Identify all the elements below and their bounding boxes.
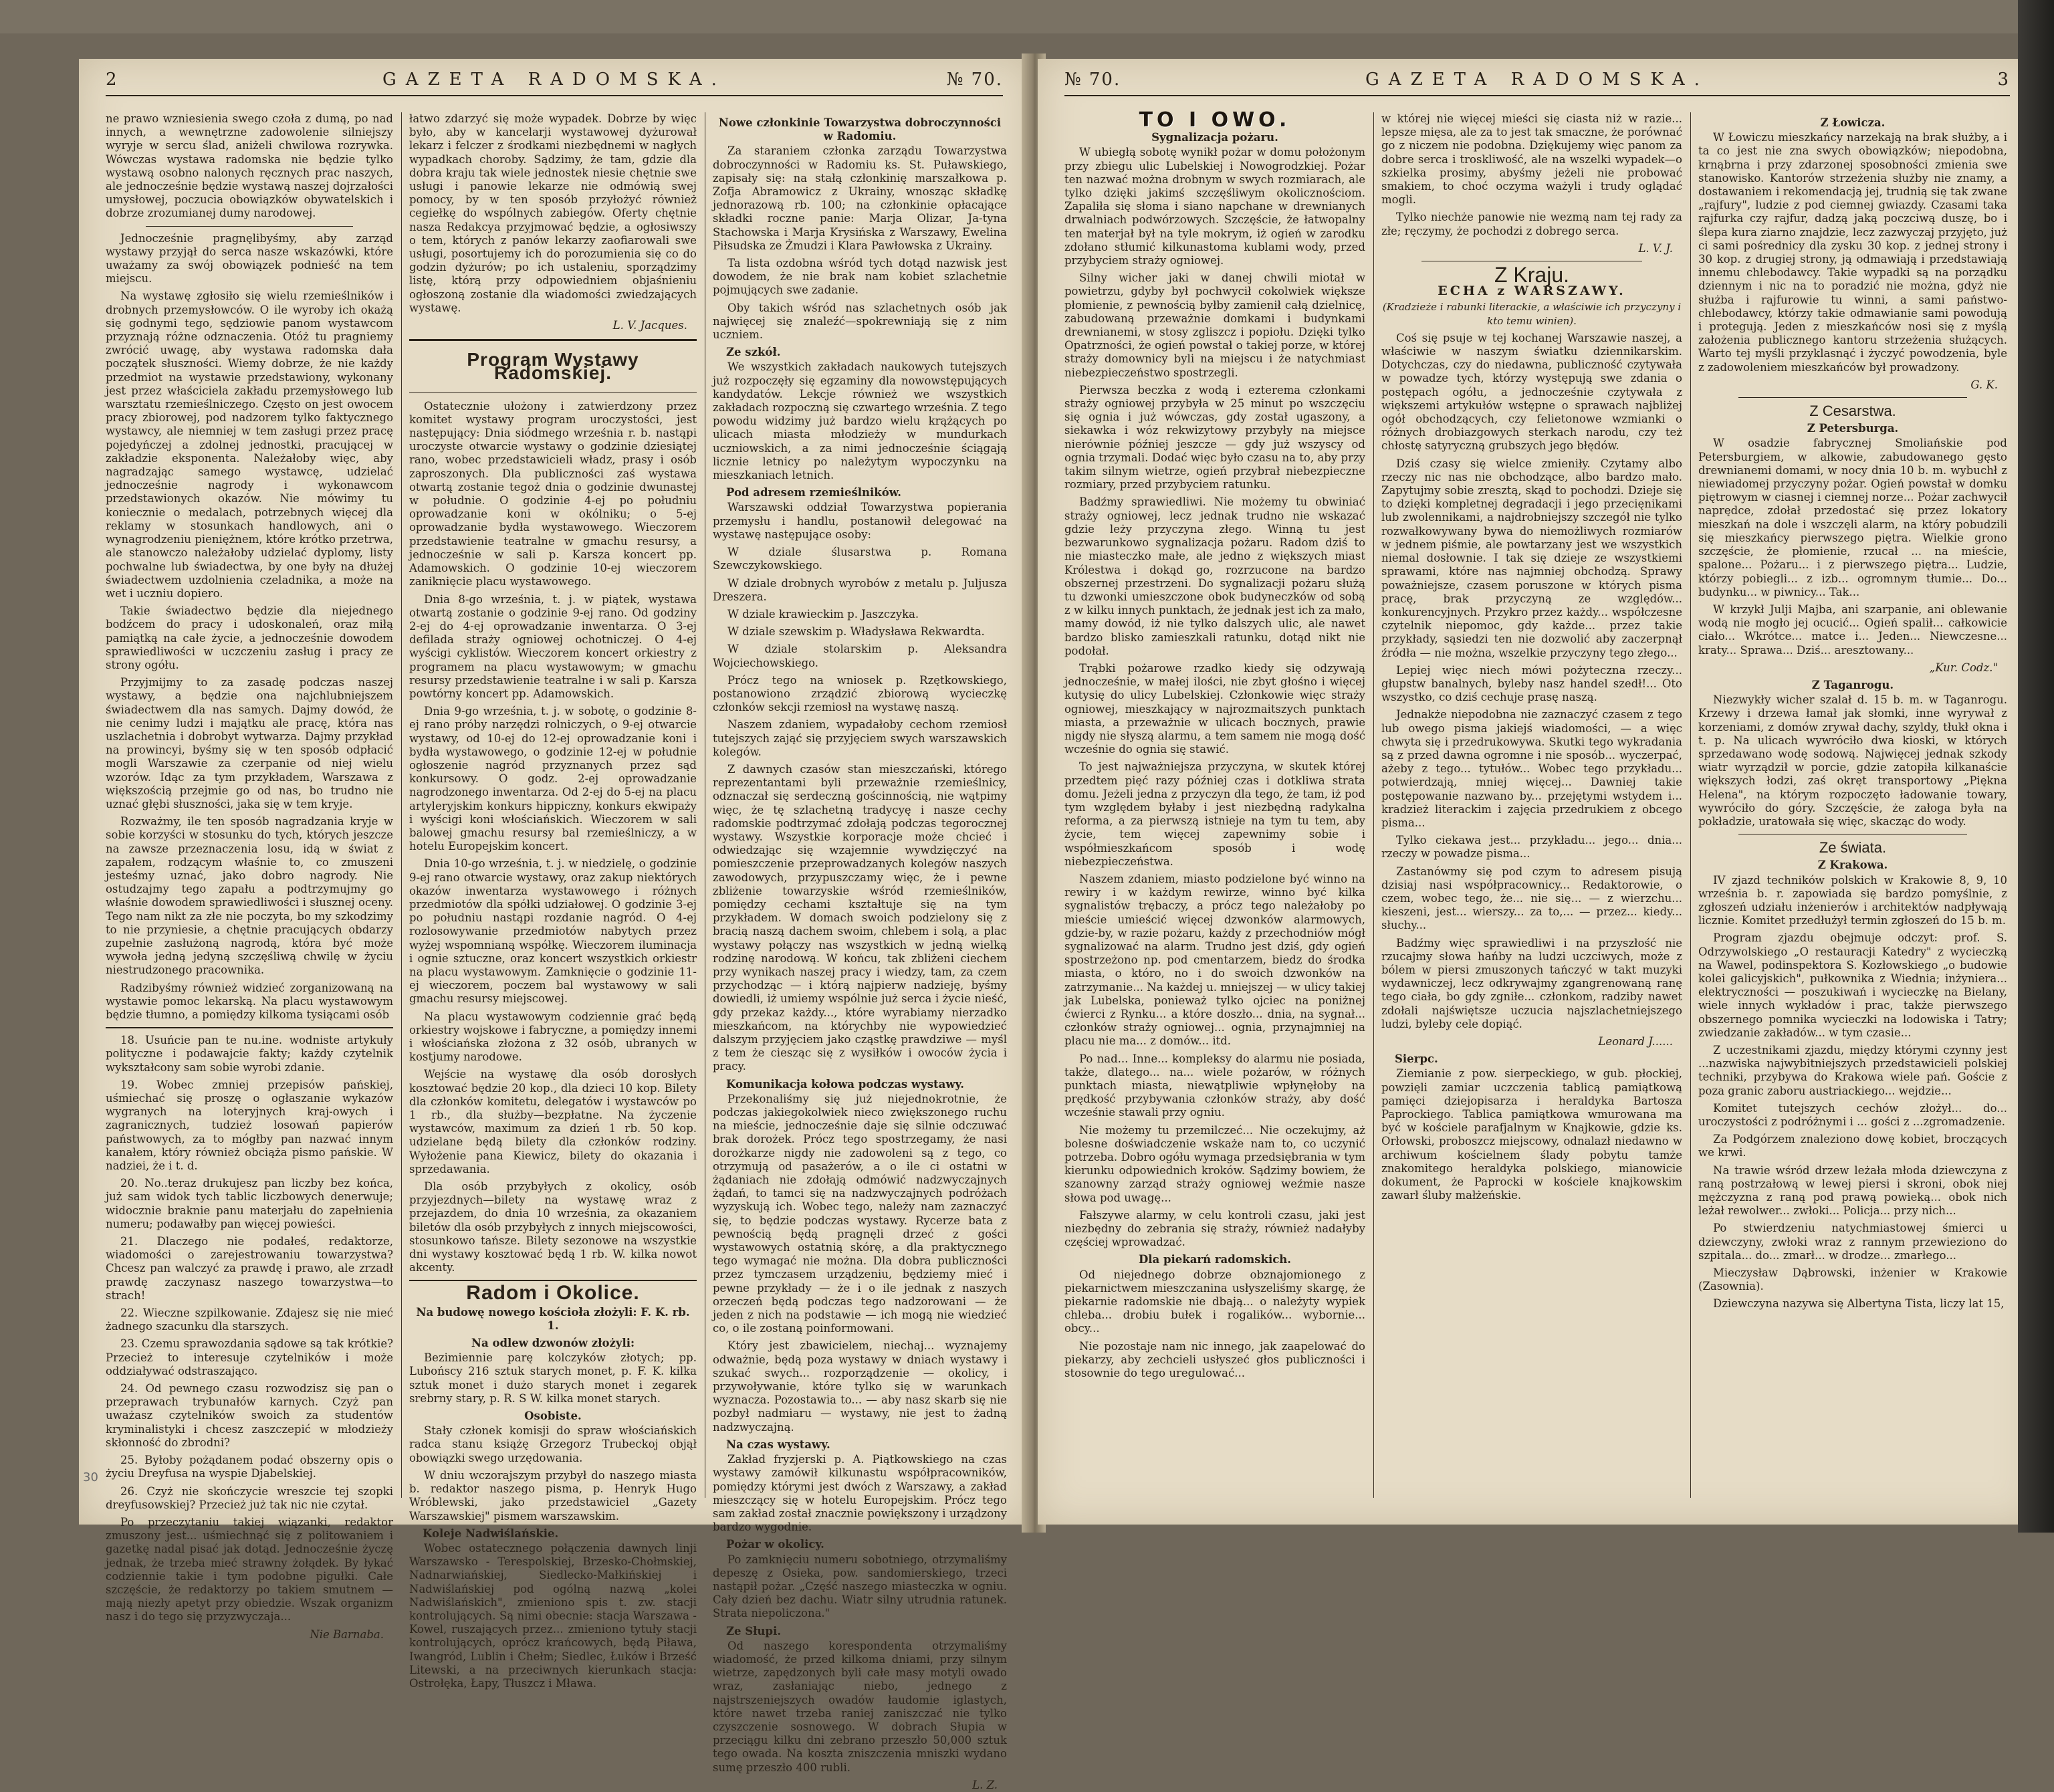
paragraph: Silny wicher jaki w danej chwili miotał w powietrzu, gdyby był pochwycił cokolwiek większe płomienie, z pewnością byłby zamienił całą dzielnicę, zabudowaną przeważnie domkami i budynkami drewnianemi, w stosy zgliszcz i popiołu. Dzięki tylko Opatrzności, że ogień powstał o takiej porze, w której straży domownicy byli na miejscu i że natychmiast niebezpieczeństwo spostrzegli.: [1064, 271, 1365, 379]
left-column-2: [409, 112, 697, 1690]
signature: L. V. Jacques.: [612, 319, 687, 332]
left-page: [79, 59, 1030, 1791]
paragraph: Od niejednego dobrze obznajomionego z piekarnictwem mieszczanina usłyszeliśmy skargę, że piekarnie radomskie nie dbają... o należyty wypiek chleba... drobiu bułek i rogalików... wybornie... obcy...: [1064, 1268, 1365, 1335]
top-border: [0, 0, 2054, 33]
paragraph: 26. Czyż nie skończycie wreszcie tej szopki dreyfusowskiej? Przecież już tak nic nie czytał.: [106, 1484, 393, 1511]
paragraph: Przyjmijmy to za zasadę podczas naszej wystawy, a będzie ona najchlubniejszem świadectwem dla nas samych. Dajmy dowód, że nie cenimy ludzi i majątku ale pracę, która nas uszlachetnia i dobrobyt wytwarza. Dajmy przykład na prowincyi, byśmy się w ten sposób odpłacić mogli Warszawie za czerpanie od niej wielu wzorów. Idąc za tym przykładem, Warszawa z większością przejmie go od nas, bo trudno nie uznać głębi słuszności, jaka się w tem kryje.: [106, 676, 393, 810]
echa-subtitle: (Kradzieże i rabunki literackie, a właściwie ich przyczyny i kto temu winien).: [1382, 301, 1682, 327]
subheading: Komunikacja kołowa podczas wystawy.: [726, 1077, 964, 1091]
subheading: Z Łowicza.: [1820, 116, 1886, 129]
paragraph: Dziś czasy się wielce zmieniły. Czytamy albo rzeczy nic nas nie obchodzące, albo bardzo mało. Zapytujmy sobie zresztą, skąd to pochodzi. Dzieje się to dzięki kompletnej degradacji i jego przecięnikami lub zwolennikami, a najdrobniejszy szczegół nie tylko rozwałkowywany bywa do niemożliwych rozmiarów w jednem piśmie, ale powtarzany jest we wszystkich niemal dosłownie. I tak się dzieje ze wszystkiemi sprawami, które nas najmniej obchodzą. Sprawy poważniejsze, czasem poruszone w których pisma pracę, brak przyczyną ze względów... konkurencyjnych. Przykro przez każdy... współczesne czytelnik niepomoc, gdy każde... przez takie przykłady, sąsiedzi ten nie dozwolić aby zaczerpnął źródła — nie można, wszelkie przyczyny tego złego...: [1381, 457, 1682, 659]
paragraph: W ubiegłą sobotę wynikł pożar w domu położonym przy zbiegu ulic Lubelskiej i Nowogrodzkiej. Pożar ten nazwać można drobnym w swych rozmiarach, ale tylko dzięki jakimś szczęśliwym okolicznościom. Zapaliła się słoma i siano napchane w drewnianych drwalniach podwórzowych. Szczęście, że łatwopalny ten materjał był na tyle mokrym, iż ogień w zarodku zdołano stłumić kilkunastoma kublami wody, przed przybyciem straży ogniowej.: [1064, 146, 1365, 267]
column-rule: [1690, 112, 1691, 1498]
paragraph: Dla osób przybyłych z okolicy, osób przyjezdnych—bilety na wystawę wraz z przejazdem, do dnia 10 września, za okazaniem biletów dla osób przybyłych z innych miejscowości, stosunkowo tańsze. Bilety sezonowe na wszystkie dni wystawy kosztować będą 1 rb. W. kilka nowot akcenty.: [409, 1180, 697, 1274]
paragraph: Po stwierdzeniu natychmiastowej śmierci u dziewczyny, zwłoki wraz z rannym przewieziono do szpitala... do... zmarł... w drodze... zmarłego...: [1698, 1222, 2007, 1262]
masthead-title: GAZETA RADOMSKA.: [382, 70, 726, 90]
subheading: Na budowę nowego kościoła złożyli: F. K. rb. 1.: [416, 1305, 690, 1332]
paragraph: W osadzie fabrycznej Smoliańskie pod Petersburgiem, w alkowie, zabudowanego gęsto drewnianemi domami, w nocy dnia 10 b. m. wybuchł z niewiadomej przyczyny pożar. Ogień powstał w domku piętrowym w ciasnej i ciemnej norze... Pożar zachwycił naprędce, zdołał przedostać się przez lokatory mieszkań na dole i wszczęli alarm, na który pobudzili się mieszkańcy pierwszego piętra. Wielkie grono szczęście, że płomienie, rzucał ... na mieście, spalone... Pożaru... i z pierwszego piętra... Ludzie, którzy pobiegli... z izb... ogromnym tłumie... Do... budynku... w piwnicy... Tak...: [1698, 437, 2007, 598]
left-column-1: [106, 112, 393, 1641]
subheading: Ze Słupi.: [726, 1624, 782, 1638]
section-title-z-kraju: Z Kraju.: [1494, 263, 1570, 288]
paragraph: Naszem zdaniem, wypadałoby cechom rzemiosł tutejszych zająć się przyjęciem swych warszawskich kolegów.: [713, 718, 1007, 758]
paragraph: Wobec ostatecznego połączenia dawnych linji Warszawsko - Terespolskiej, Brzesko-Chołmskiej, Nadnarwiańskiej, Siedlecko-Małkińskiej i Nadwiślańskiej pod ogólną nazwą „kolei Nadwiślańskich", zmieniono spis t. zw. stacji kontrolujących. Są nimi obecnie: stacja Warszawa - Kowel, ruszających przez... zmieniono tytuły stacji kontrolujących, oprócz krańcowych, będą Piława, Iwangród, Lublin i Chełm; Siedlec, Łuków i Brześć Litewski, a na przeciwnych kierunkach stacja: Ostrołęka, Łapy, Tłuszcz i Mława.: [409, 1541, 697, 1690]
signature: L. V. J.: [1638, 241, 1673, 255]
paragraph: Przekonaliśmy się już niejednokrotnie, że podczas jakiegokolwiek nieco zwiększonego ruchu na mieście, jednocześnie daje się silnie odczuwać brak dorożek. Prócz tego spostrzegamy, że nasi dorożkarze nigdy nie zadowoleni są z tego, co otrzymują od pasażerów, a o ile ci ostatni w żądaniach nie zdołają odmówić nadzwyczajnych żądań, to tamci się na nadzwyczajnych podróżach wyzyskują ich. Wobec tego, należy nam zaznaczyć się, to będzie podczas wystawy. Rycerze bata z pewnością będą pragnęli drzeć z gości wystawowych ostatnią skórę, a dla praktycznego tego wymagać nie można. Dla dobra publiczności przez tymczasem urządzeniu, będziemy mieć i pewne przykłady — że i o ile jednak z naszych orzeczeń będą podczas tego nadzorowani — że jeden z nich na podstawie — ich mogą nie wiedzieć co, o ile zostaną poinformowani.: [713, 1092, 1007, 1335]
paragraph: Ta lista ozdobna wśród tych dotąd nazwisk jest dowodem, że nie brak nam kobiet szlachetnie pojmujących swe zadanie.: [713, 257, 1007, 297]
paragraph: Ostatecznie ułożony i zatwierdzony przez komitet wystawy program uroczystości, jest następujący: Dnia siódmego września r. b. nastąpi uroczyste otwarcie wystawy o godzinie dziesiątej rano, wobec przedstawicieli władz, prasy i osób zaproszonych. Dla publiczności zaś wystawa otwartą zostanie tegoż dnia o godzinie dwunastej w południe. O godzinie 4-ej po południu oprowadzanie koni w okólniku; o 5-ej oprowadzanie bydła wystawowego. Wieczorem przedstawienie teatralne w gmachu resursy, a jednocześnie w sali p. Karsza koncert pp. Adamowskich. O godzinie 10-ej wieczorem zaniknięcie placu wystawowego.: [409, 399, 697, 588]
paragraph: Pierwsza beczka z wodą i ezterema członkami straży ogniowej przybyła w 25 minut po wszczęciu się ognia i już wówczas, gdy został ugaszony, a siekawka i wóz rekwizytowy przybyły na miejsce nierównie później jeszcze — gdy już wszyscy od ognia trzymali. Dodać więc było czasu na to, aby przy takim silnym wietrze, ogień przybrał niebezpieczne rozmiary, przed przybyciem ratunku.: [1064, 383, 1365, 491]
paragraph: Takie świadectwo będzie dla niejednego bodźcem do pracy i udoskonaleń, oraz miłą pamiątką na całe życie, a jednocześnie dowodem sprawiedliwości w uczczeniu zasług i pracy ze strony ogółu.: [106, 604, 393, 671]
paragraph: Jednocześnie pragnęlibyśmy, aby zarząd wystawy przyjął do serca nasze wskazówki, które uważamy za swój obowiązek podnieść na tem miejscu.: [106, 231, 393, 286]
subheading: Sygnalizacja pożaru.: [1151, 131, 1278, 144]
issue-number: № 70.: [1064, 70, 1121, 90]
column-rule: [1373, 112, 1374, 1498]
paragraph: łatwo zdarzyć się może wypadek. Dobrze by więc było, aby w kancelarji wystawowej dyżurował lekarz i felczer z środkami niezbędnemi w nagłych wypadkach choroby. Sądzimy, że tam, gdzie dla dobra kraju tak wiele jednostek niesie chętnie swe usługi i panowie lekarze nie odmówią swej pomocy, by w ten sposób przyłożyć również cegiełkę do wspólnych zabiegów. Oferty chętnie nasza Redakcya przyjmować będzie, a ogłosiwszy o tem, których z panów lekarzy zaofiarowali swe usługi, posortujemy ich do porozumienia się co do godzin dyżurów; po ich ustaleniu, sporządzimy listę, którą przy odpowiedniem objaśnieniu ogłoszoną zostanie dla wiadomości zwiedzających wystawę.: [409, 112, 697, 314]
book-binding: [2018, 0, 2054, 1533]
paragraph: W dziale drobnych wyrobów z metalu p. Juljusza Dreszera.: [713, 576, 1007, 603]
right-page-header: [1064, 68, 2010, 96]
signature: Nie Barnaba.: [310, 1628, 384, 1641]
paragraph: Lepiej więc niech mówi pożyteczna rzeczy... głupstw banalnych, byleby nasz handel szedł!... Oto wszystko, co dziś cechuje prasę naszą.: [1381, 663, 1682, 704]
section-title-ze-swiata: Ze świata.: [1819, 839, 1887, 857]
paragraph: 21. Dlaczego nie podałeś, redaktorze, wiadomości o zarejestrowaniu towarzystwa? Chcesz pan walczyć za prawdę i prawo, ale zrzadł prawdę zaczynasz naszego towarzystwa—to strach!: [106, 1235, 393, 1302]
paragraph: W dziale stolarskim p. Aleksandra Wojciechowskiego.: [713, 643, 1007, 669]
paragraph: Trąbki pożarowe rzadko kiedy się odzywają jednocześnie, w małej ilości, nie zbyt głośno i więcej kutysię do ulicy Lubelskiej. Członkowie więc straży ogniowej, mieszkający w najrozmaitszych punktach miasta, a przeważnie w ulicach bocznych, prawie nigdy nie słyszą alarmu, a tem samem nie mogą dość wcześnie do ognia się stawić.: [1064, 661, 1365, 756]
paragraph: Zastanówmy się pod czym to adresem pisują dzisiaj nasi współpracownicy... Redaktorowie, o czem, wobec tego, że... nie się... — z wierzchu... kieszeni, jest... wierszy... za to,... — przez... kiedy... słuchy...: [1381, 865, 1682, 932]
section-title-z-cesarstwa: Z Cesarstwa.: [1809, 403, 1896, 420]
left-column-3: [713, 112, 1007, 1791]
left-page-header: [106, 68, 1003, 96]
paragraph: Na placu wystawowym codziennie grać będą orkiestry wojskowe i fabryczne, a pomiędzy innemi i włościańska złożona z 32 osób, ubranych w kostjumy narodowe.: [409, 1010, 697, 1064]
paragraph: Nie możemy tu przemilczeć... Nie oczekujmy, aż bolesne doświadczenie wskaże nam to, co uczynić potrzeba. Dobro ogółu wymaga przedsiębrania w tym kierunku odpowiednich kroków. Sądzimy bowiem, że szanowny zarząd straży ogniowej weźmie nasze słowa pod uwagę...: [1064, 1123, 1365, 1204]
signature: Leonard J......: [1598, 1035, 1673, 1048]
program-heading-box: [409, 339, 697, 393]
paragraph: Jednakże niepodobna nie zaznaczyć czasem z tego lub owego pisma jakiejś wiadomości, — a więc chwyta się i przedrukowywa. Skutki tego wykradania są z przed dawna ogromne i nie sposób... wyczerpać, ażeby z tego... tytułów... Wobec tego przykładu... potwierdzają, mniej więcej... Dawniej takie postępowanie nazwano by... przejętymi wstydem i... kradzież literackim i zajęcia przedrukiem z obcego pisma...: [1381, 708, 1682, 829]
paragraph: Fałszywe alarmy, w celu kontroli czasu, jaki jest niezbędny do zebrania się straży, również nadałyby częściej wprowadzać.: [1064, 1208, 1365, 1249]
divider: [1738, 397, 1967, 398]
paragraph: Bezimiennie parę kolczyków złotych; pp. Lubońscy 216 sztuk starych monet, p. F. K. kilka sztuk monet i dużo starych monet i zegarek srebrny stary, p. R. S W. kilka monet starych.: [409, 1351, 697, 1405]
signature: „Kur. Codz.": [1929, 661, 1998, 674]
paragraph: W dziale krawieckim p. Jaszczyka.: [727, 607, 919, 621]
paragraph: Wejście na wystawę dla osób dorosłych kosztować będzie 20 kop., dla dzieci 10 kop. Bilety dla członków komitetu, delegatów i wystawców po 1 rb., dla służby—bezpłatne. Na życzenie wystawców, maximum za dzień 1 rb. 50 kop. udzielane będą bilety dla członków rodziny. Wyłożenie pana Kiewicz, bilety do okazania i sprzedawania.: [409, 1068, 697, 1175]
section-title-radom: Radom i Okolice.: [466, 1282, 640, 1305]
paragraph: We wszystkich zakładach naukowych tutejszych już rozpoczęły się egzaminy dla nowowstępujących kandydatów. Lekcje również we wszystkich zakładach rozpoczną się czwartego września. Z tego powodu widzimy już bardzo wielu krążących po ulicach miasta młodzieży w mundurkach uczniowskich, a za nimi jednocześnie ściągają licznie letnicy po należytym wypoczynku na mieszkaniach letnich.: [713, 360, 1007, 482]
paragraph: Dnia 8-go września, t. j. w piątek, wystawa otwartą zostanie o godzinie 9-ej rano. Od godziny 2-ej do 4-ej oprowadzanie inwentarza. O 3-ej defilada straży ogniowej ochotniczej. O 4-ej wyścigi cyklistów. Wieczorem koncert orkiestry z programem na placu wystawowym; w gmachu resursy przedstawienie teatralne i w sali p. Karsza powtórny koncert pp. Adamowskich.: [409, 592, 697, 700]
paragraph: Coś się psuje w tej kochanej Warszawie naszej, a właściwie w naszym światku dziennikarskim. Dotychczas, czy do niedawna, publiczność czytywała w powadze tych, którzy występują swe zdania o postępach ogółu, a jednocześnie czytywała z większemi artykułów wstępne o sprawach najbliżej ogół obchodzących, czy felietonowe wzmianki o różnych drobiazgowych sterkach narodu, czy też chłostę satyryczną grubszych jego błędów.: [1381, 331, 1682, 453]
paragraph: To jest najważniejsza przyczyna, w skutek której przedtem pięć razy później czas i dotkliwa strata domu. Jeżeli jedna z przyczyn dla tego, że tam, iż pod tym względem byłaby i jest niezbędną radykalna reforma, a za pierwszą istnieje na tym tu tem, aby życie, tem więcej zapewnimy sobie i współmieszkańcom sposób i wodę niebezpieczeństwa.: [1064, 760, 1365, 868]
paragraph: W dziale szewskim p. Władysława Rekwardta.: [727, 625, 985, 639]
right-column-2: [1381, 112, 1682, 1504]
page-number: 2: [106, 70, 117, 90]
divider: [409, 1280, 697, 1281]
paragraph: Tylko niechże panowie nie wezmą nam tej rady za złe; ręczymy, że pochodzi z dobrego serca.: [1381, 211, 1682, 237]
paragraph: Który jest zbawicielem, niechaj... wyznajemy odważnie, będą poza wystawy w dniach wystawy i szukać swych... rozporządzenie — okolicy, i przywoływanie, które tylko się w warunkach wyznacza. Pozostawia to... — aby nasz skarb się nie pozbył nadmiaru — wystawy, nie jest to żadną nadzwyczajną.: [713, 1339, 1007, 1434]
paragraph: 18. Usuńcie pan te nu.ine. wodniste artykuły polityczne i podawajcie fakty; każdy czytelnik wykształcony sam sobie wyrobi zdanie.: [106, 1034, 393, 1074]
paragraph: Dnia 10-go września, t. j. w niedzielę, o godzinie 9-ej rano otwarcie wystawy, oraz zakup niektórych okazów inwentarza wystawowego i różnych przedmiotów dla spółki udziałowej. O godzinie 3-ej po południu nastąpi rozdanie nagród. O 4-ej rozlosowywanie przedmiotów nabytych przez wyżej wspomnianą współkę. Wieczorem iluminacja i ognie sztuczne, oraz koncert wszystkich orkiestr na placu wystawowym. Zamknięcie o godzinie 11-ej wieczorem, poczem bal wystawowy w sali gmachu resursy miejscowej.: [409, 857, 697, 1006]
paragraph: Po przeczytaniu takiej wiązanki, redaktor zmuszony jest... uśmiechnąć się z politowaniem i gazetkę nadal pisać jak dotąd. Jednocześnie życzę jednak, że trzeba mieć strawny żołądek. By łykać codziennie takie i tym podobne pigułki. Całe szczęście, że redaktorzy po takiem smutnem — mają niezły apetyt przy obiedzie. Wszak organizm nasz i do tego się przyzwyczaja...: [106, 1515, 393, 1623]
paragraph: W dziale ślusarstwa p. Romana Szewczykowskiego.: [713, 546, 1007, 572]
paragraph: Stały członek komisji do spraw włościańskich radca stanu książę Grzegorz Trubeckoj objął obowiązki swego urzędowania.: [409, 1424, 697, 1464]
paragraph: 20. No..teraz drukujesz pan liczby bez końca, już sam widok tych tablic liczbowych denerwuje; widocznie braknie panu materjału do zapełnienia numeru; podawałby pan więcej powieści.: [106, 1177, 393, 1230]
paragraph: Tylko ciekawa jest... przykładu... jego... dnia... rzeczy w powadze pisma...: [1381, 834, 1682, 861]
paragraph: Po zamknięciu numeru sobotniego, otrzymaliśmy depeszę z Osieka, pow. sandomierskiego, trzeci nastąpił pożar. „Część naszego miasteczka w ogniu. Cały dzień bez dachu. Wiatr silny utrudnia ratunek. Strata niepoliczona.": [713, 1553, 1007, 1620]
paragraph: Za staraniem członka zarządu Towarzystwa dobroczynności w Radomiu ks. St. Puławskiego, zapisały się: na stałą członkinię marszałkowa p. Zofja Abramowicz z Ukrainy, wnosząc składkę jednorazową rb. 100; na członkinie opłacające składki roczne panie: Marja Olizar, Ja-tyna Stachowska i Marja Krysińska z Warszawy, Ewelina Piłsudska ze Żmudzi i Klara Pawłowska z Ukrainy.: [713, 144, 1007, 252]
paragraph: Naszem zdaniem, miasto podzielone być winno na rewiry i w każdym rewirze, winno być kilka sygnalistów trębaczy, a prócz tego należałoby po mieście umieścić więcej dzwonków alarmowych, gdzie-by, w razie pożaru, każdy z przechodniów mógł sygnalizować na alarm. Trudno jest dziś, gdy ogień spostrzeżono np. pod cmentarzem, biedz do środka miasta, o któro, no i do swoich dzwonków na zatrzymanie... Na każdej u. mniejszej — w ulicy takiej jak Lubelska, ponieważ tylko ojciec na poniżnej ćwierci z Rynku... a które doszło... dnia, na sygnał... członków straży ogniowej... ognia, przynajmniej na placu nie ma... z domów... itd.: [1064, 872, 1365, 1048]
subheading: Koleje Nadwiślańskie.: [423, 1527, 559, 1540]
subheading: Pod adresem rzemieślników.: [726, 486, 901, 499]
paragraph: Niezwykły wicher szalał d. 15 b. m. w Taganrogu. Krzewy i drzewa łamał jak słomki, inne wyrywał z korzeniami, z domów zrywał dachy, szyldy, tłukł okna i t. p. Na ulicach wywróciło dwa kioski, w których sprzedawano wodę sodową. Najwięcej jednak szkody wiatr wyrządził w porcie, gdzie zatopiła kilkanaście większych łodzi, zaś okręt transportowy „Piękna Helena", na którym rozpoczęto ładowanie towary, wywróciło do góry. Szczęście, że załoga była na pokładzie, uratowała się więc, skacząc do wody.: [1698, 693, 2007, 828]
paragraph: Od naszego korespondenta otrzymaliśmy wiadomość, że przed kilkoma dniami, przy silnym wietrze, zapędzonych byli całe masy motyli owado wraz, zasłaniając niebo, jednego z najstrszeniejszych owadów łaudomie iglastych, które nawet trzeba raniej zaniszczać nie tylko czyszczenie sosnowego. W dobrach Słupia w przeciągu kilku dni zebrano przeszło 50,000 sztuk tego owada. Na koszta zniszczenia mniszki wydano sumę przeszło 400 rubli.: [713, 1639, 1007, 1774]
paragraph: Program zjazdu obejmuje odczyt: prof. S. Odrzywolskiego „O restauracji Katedry" z wycieczką na Wawel, podinspektora S. Kozłowskiego „o budowie kolei galicyjskich", pułkownika z Wiednia; inżyniera... elektryczności — poszukiwań i wycieczkę na Bielany, wiele innych wykładów i prac, także pierwszego obszernego pomnika wycieczki na lodowiska i Tatry; zwiedzanie zakładów... w tym czasie...: [1698, 931, 2007, 1039]
right-page: [1038, 59, 2037, 1525]
column-rule: [401, 112, 402, 1498]
paragraph: Dnia 9-go września, t. j. w sobotę, o godzinie 8-ej rano próby narzędzi rolniczych, o 9-ej otwarcie wystawy, od 10-ej do 12-ej oprowadzanie koni i bydła wystawowego, o godzinie 12-ej w południe ogłoszenie nagród przyznanych przez sąd konkursowy. O godz. 2-ej oprowadzanie nagrodzonego inwentarza. Od 2-ej do 5-ej na placu artyleryjskim konkurs hippiczny, konkurs ekwipaży i wyścigi koni włościańskich. Wieczorem w sali balowej gmachu resursy bal rzemieślniczy, a w hotelu Europejskim koncert.: [409, 705, 697, 853]
paragraph: 23. Czemu sprawozdania sądowe są tak krótkie? Przecież to interesuje czytelników i może oddziaływać odstraszająco.: [106, 1337, 393, 1377]
subheading: Sierpc.: [1395, 1052, 1438, 1066]
echa-heading: ECHA z WARSZAWY.: [1438, 284, 1626, 299]
paragraph: Rozważmy, ile ten sposób nagradzania kryje w sobie korzyści w stosunku do tych, których jeszcze na zawsze przeznaczenia losu, idą w świat z zapałem, rodzącym właśnie to, co zmuszeni jesteśmy uznać, jako dobro nagrody. Nie ostudzajmy tego zapału a podtrzymujmy go właśnie dowodem sprawiedliwości i słusznej oceny. Tego nam nikt za złe nie poczyta, bo my szkodzimy to nie przyniesie, a chętnie pracujących obdarzy zupełnie zasłużoną nagrodą, która być może wywoła jedną jedyną szczęśliwą chwilę w życiu niestrudzonego pracownika.: [106, 815, 393, 977]
masthead-title: GAZETA RADOMSKA.: [1365, 70, 1709, 90]
paragraph: Oby takich wśród nas szlachetnych osób jak najwięcej się znaleźć—spokrewniają się z nim uczniem.: [713, 301, 1007, 342]
paragraph: Prócz tego na wniosek p. Rzętkowskiego, postanowiono zrządzić zbiorową wycieczkę członków sekcji rzemiosł na wystawę naszą.: [713, 673, 1007, 714]
paragraph: Zakład fryzjerski p. A. Piątkowskiego na czas wystawy zamówił kilkunastu współpracowników, pomiędzy którymi jest dwóch z Warszawy, a zakład mieszczący się w hotelu Europejskim. Prócz tego sam zakład został znacznie powiększony i urządzony bardzo wygodnie.: [713, 1453, 1007, 1534]
subheading: Dla piekarń radomskich.: [1138, 1253, 1292, 1266]
divider: [146, 226, 353, 227]
paragraph: Z uczestnikami zjazdu, między którymi czynny jest ...nazwiska najwybitniejszych przedstawicieli polskiej techniki, przybywa do Krakowa wiele pań. Goście z poza granic zaboru austriackiego... wejdzie...: [1698, 1044, 2007, 1097]
paragraph: 24. Od pewnego czasu rozwodzisz się pan o przeprawach trybunałów karnych. Czyż pan uważasz czytelników swoich za studentów kryminalistyki i chcesz zaszczepić w młodzieży skłonność do zbrodni?: [106, 1382, 393, 1449]
pencil-mark: 30: [83, 1470, 98, 1484]
subheading: Na odlew dzwonów złożyli:: [471, 1337, 635, 1350]
right-column-3: [1698, 112, 2007, 1504]
divider: [106, 1027, 393, 1028]
subheading: Na czas wystawy.: [726, 1438, 830, 1451]
paragraph: ne prawo wzniesienia swego czoła z dumą, po nad innych, a wewnętrzne zadowolenie silniejszy wyryje w sercu ślad, aniżeli chwilowa rozrywka. Wówczas wystawa radomska nie będzie tylko wystawą osobno nalonych ręcznych prac naszych, ale jednocześnie będzie wystawą naszej dojrzałości umysłowej, poczucia obowiązków obywatelskich i dobrze zrozumianej dumy narodowej.: [106, 112, 393, 220]
subheading: Nowe członkinie Towarzystwa dobroczynności w Radomiu.: [718, 116, 1002, 143]
paragraph: W Łowiczu mieszkańcy narzekają na brak służby, a i ta co jest nie zna swych obowiązków; niepodobna, krnąbrna i przy zdarzonej sposobności zmienia swe stanowisko. Kantorów strzeżenia służby nie znamy, a dostawaniem i rekomendacją jej, trudnią się tak zwane „rajfury", ludzie z pod ciemnej gwiazdy. Czasami taka rajfurka czy rajfur, dadzą jaką poczciwą duszę, bo i ślepa kura ziarno znajdzie, lecz zazwyczaj przyjęto, już ci sami pośrednicy dla zysku 30 kop. z jednej strony i 30 kop. z drugiej strony, ją odmawiają i przedstawiają innemu chlebodawcy. Takie wypadki są na porządku dziennym i nic na to poradzić nie można, gdyż nie służba i rajfurowie tu winni, a sami państwo-chlebodawcy, którzy takie odmawianie sami powodują i protegują. Jeden z mieszkańców nosi się z myślą założenia publicznego kantoru strzeżenia służących. Warto tej myśli przyklasnąć i życzyć powodzenia, byle z zadowoleniem mieszkańców był prowadzony.: [1698, 131, 2007, 374]
paragraph: Komitet tutejszych cechów złożył... do... uroczystości z podróżnymi i ... gości z ...zgromadzenie.: [1698, 1101, 2007, 1129]
subheading: Osobiste.: [524, 1410, 582, 1423]
paragraph: Z dawnych czasów stan mieszczański, którego reprezentantami byli przeważnie rzemieślnicy, odznaczał się serdeczną gościnnością, nie wątpimy więc, że tę szlachetną tradycyę i nasze cechy radomskie podtrzymać zdołają podczas tegorocznej wystawy. Wszystkie korporacje może chcieć i odwiedzając się wzajemnie wywdzięczyć na pomieszczenie przeprowadzanych kolegów naszych zawodowych, przypuszczamy więc, że i pewne zbliżenie towarzyskie wśród rzemieślników, pomiędzy cechami kształtuje się na tym przykładem. W domach swoich podzielony się z bracią naszą dachem swoim, chlebem i solą, a plac wystawy połączy nas wszystkich w jedną wielką rodzinę narodową. W końcu, tak zbliżeni ciechem przy wynikach naszej pracy i wiedzy, tam, za czem przychodząc — i którą najpierw nadzieję, byśmy dowiedli, iż umiemy wspólnie już serca i życie nieść, gdy przekaz każdy..., które wyrabiamy nierzadko mieszkańcom, na którychby nie wypowiedzieć dalszym przyjęciem jako cząstkę prawdziwe — myśl z tem że ciesząc się z wysiłków i owoców życia i pracy.: [713, 762, 1007, 1073]
paragraph: w której nie więcej mieści się ciasta niż w razie... lepsze mięsa, ale za to jest tak smaczne, że porównać go z niczem nie podobna. Dziękujemy więc panom za dobre serca i troskliwość, ale na wszelki wypadek—o szkielka prosimy, abyśmy jeżeli nie probować smakiem, to choć oczyma ważyli i trudy oglądać mogli.: [1381, 112, 1682, 207]
paragraph: Dziewczyna nazywa się Albertyna Tista, liczy lat 15,: [1713, 1297, 2005, 1311]
paragraph: Mieczysław Dąbrowski, inżenier w Krakowie (Zasownia).: [1698, 1266, 2007, 1293]
paragraph: W krzykł Julji Majba, ani szarpanie, ani oblewanie wodą nie mogło jej ocucić... Ogień spalił... całkowicie ciało... Wkrótce... matce i... Jeden... Niewczesne... kraty... Sprawa... Dziś... aresztowany...: [1698, 602, 2007, 657]
paragraph: Nie pozostaje nam nic innego, jak zaapelować do piekarzy, aby zechcieli usłyszeć głos publiczności i stosownie do tego uregulować...: [1064, 1339, 1365, 1380]
paragraph: W dniu wczorajszym przybył do naszego miasta b. redaktor naszego pisma, p. Henryk Hugo Wróblewski, jako przedstawiciel „Gazety Warszawskiej" pismem warszawskim.: [409, 1468, 697, 1523]
section-title-to-i-owo: TO I OWO.: [1139, 108, 1291, 132]
paragraph: Warszawski oddział Towarzystwa popierania przemysłu i handlu, postanowił delegować na wystawę następujące osoby:: [713, 501, 1007, 541]
signature: G. K.: [1970, 378, 1998, 391]
subheading: Z Petersburga.: [1807, 422, 1899, 435]
paragraph: Radzibyśmy również widzieć zorganizowaną na wystawie pomoc lekarską. Na placu wystawowym będzie tłumno, a pomiędzy kilkoma tysiącami osób: [106, 981, 393, 1021]
subheading: Z Krakowa.: [1817, 859, 1888, 872]
page-number: 3: [1997, 70, 2010, 90]
subheading: Z Taganrogu.: [1811, 678, 1894, 691]
subheading: Pożar w okolicy.: [726, 1538, 824, 1551]
paragraph: Ziemianie z pow. sierpeckiego, w gub. płockiej, powzięli zamiar uczczenia tablicą pamiątkową pamięci dziejopisarza i heraldyka Bartosza Paprockiego. Tablica pamiątkowa wmurowana ma być w kościele parafjalnym w Knajkowie, gdzie ks. Orłowski, proboszcz miejscowy, odnalazł niedawno w archiwum kościelnem ślady pobytu tamże znakomitego heraldyka polskiego, mianowicie dokument, że Paprocki w kościele knajkowskim zawarł śluby małżeńskie.: [1381, 1067, 1682, 1202]
issue-number: № 70.: [946, 70, 1003, 90]
paragraph: Na wystawę zgłosiło się wielu rzemieślników i drobnych przemysłowców. O ile wyroby ich okażą się godnymi tego, sędziowie panom wystawcom przyznają różne odznaczenia. Otóż tu pragniemy zwrócić uwagę, aby wystawa radomska dała początek słuszności. Wiemy dobrze, że nie każdy przedmiot na wystawie przedstawiony, wykonany jest przez właściciela zakładu przemysłowego lub warsztatu rzemieślniczego. Często on jest owocem pracy zbiorowej, pod nadzorem tylko faktycznego wystawcy, ale niemniej w tem zasługi przez pracę pojedyńczej a zdolnej jednostki, pracującej w zakładzie eksponenta. Należałoby więc, aby nagradzając samego wystawcę, udzielać jednocześnie nagrody i wykonawcom przedstawionych okazów. Nie mówimy tu koniecznie o medalach, potrzebnych więcej dla reklamy w stosunkach handlowych, ani o wynagrodzeniu pieniężnem, które krótko przetrwa, ale stanowczo należałoby udzielać dyplomy, listy pochwalne lub świadectwa, by one były na dłużej świadectwem uzdolnienia czeladnika, a może na wet i uczniu dopiero.: [106, 290, 393, 600]
paragraph: Na trawie wśród drzew leżała młoda dziewczyna z raną postrzałową w lewej piersi i skroni, obok niej mężczyzna z raną pod prawą powieką... obok nich leżał rewolwer... zwłoki... Policja... przy nich...: [1698, 1163, 2007, 1218]
signature: L. Z.: [972, 1778, 998, 1791]
program-title: Program Wystawy Radomskiej.: [467, 349, 639, 384]
paragraph: 25. Byłoby pożądanem podać obszerny opis o życiu Dreyfusa na wyspie Djabelskiej.: [106, 1454, 393, 1480]
paragraph: Za Podgórzem znaleziono dowę kobiet, broczących we krwi.: [1698, 1133, 2007, 1159]
right-column-1: [1064, 108, 1365, 1504]
paragraph: 22. Wieczne szpilkowanie. Zdajesz się nie mieć żadnego szacunku dla starszych.: [106, 1307, 393, 1333]
paragraph: Badźmy sprawiedliwi. Nie możemy tu obwiniać straży ogniowej, lecz jednak trudno nie wskazać gdzie leży przyczyna złego. Winną tu jest bezwarunkowo sygnalizacja pożaru. Radom dziś to nie miasteczko małe, ale jedno z większych miast Królestwa i dokąd go, rozrzucone na bardzo obszernej przestrzeni. Do sygnalizacji pożaru służą tu dzwonki umieszczone obok budyneczków od sobą z w kilku innych punktach, że jednak jest ich za mało, mamy dowód, iż nie tylko dalszych ulic, ale nawet bardzo blisko zamieszkali ratunku, dotąd nikt nie podołał.: [1064, 495, 1365, 657]
subheading: Ze szkół.: [726, 346, 781, 359]
paragraph: Po nad... Inne... kompleksy do alarmu nie posiada, także, dlatego... na... wiele pożarów, w różnych punktach miasta, niewątpliwie wpłynęłoby na prędkość przybywania członków straży, aby dość wcześnie stawali przy ogniu.: [1064, 1052, 1365, 1119]
paragraph: Badźmy więc sprawiedliwi i na przyszłość nie rzucajmy słowa hańby na ludzi uczciwych, może z bólem w piersi zmuszonych tańczyć w takt muzyki wydawniczej, lecz odkrywajmy zgangrenowaną ranę tego ciała, bo gdy zgniłe... członkom, radziby nawet zdołali najświętsze uczucia najszlachetniejszego ludzi, byleby cele dopiąć.: [1381, 936, 1682, 1030]
paragraph: IV zjazd techników polskich w Krakowie 8, 9, 10 września b. r. zapowiada się bardzo pomyślnie, z zgłoszeń udziału inżenierów i architektów nadpływają licznie. Komitet przedłużył termin zgłoszeń do 15 b. m.: [1698, 873, 2007, 927]
paragraph: 19. Wobec zmniej przepisów pańskiej, uśmiechać się proszę o ogłaszanie wykazów wygranych na loteryjnych kraj-owych i zagranicznych, tudzież losowań papierów państwowych, za to mógłby pan nazwać innym kanałem, który również obciąża pismo pańskie. W nadziei, że i t. d.: [106, 1078, 393, 1173]
